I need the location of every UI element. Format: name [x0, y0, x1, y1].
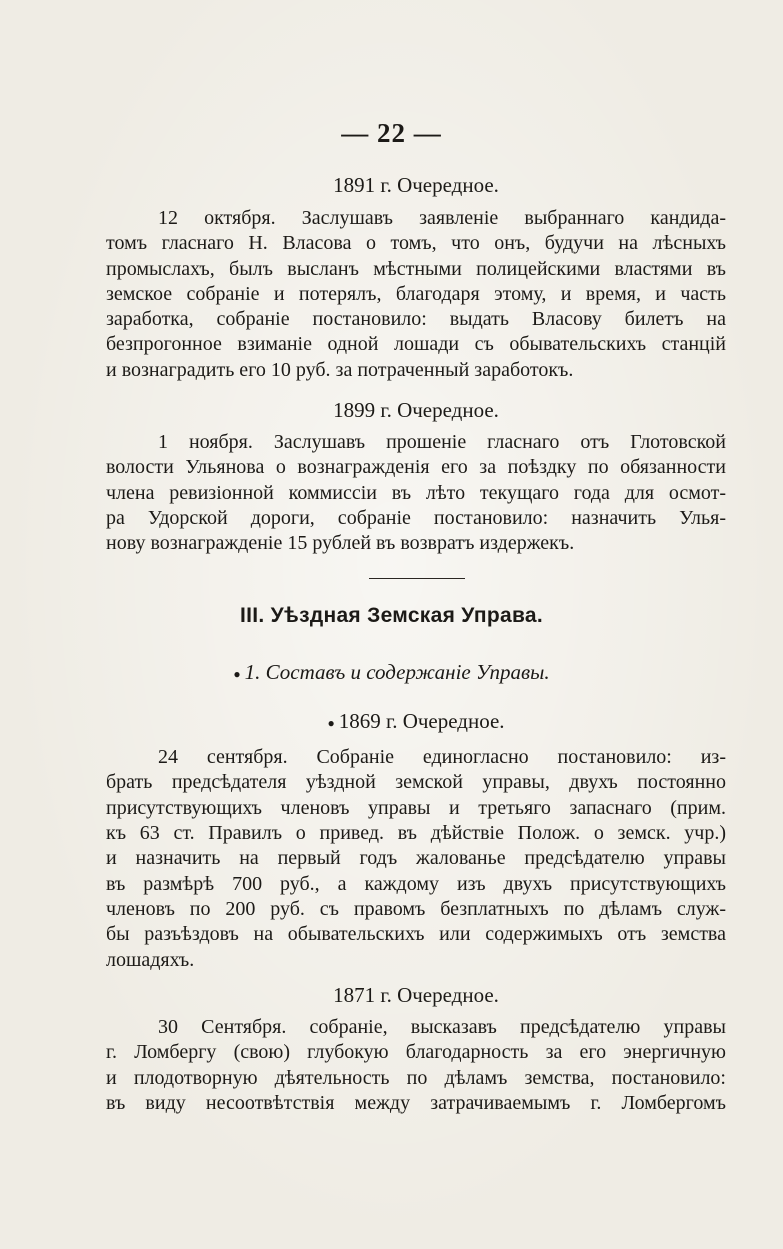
section-divider [369, 578, 465, 579]
entry-1899 [106, 397, 726, 556]
text-line: заработка, собраніе постановило: выдать Власову билетъ на [106, 308, 726, 331]
bullet-mark: ● [233, 666, 241, 681]
text-line: бы разъѣздовъ на обывательскихъ или содержимыхъ отъ земства [106, 923, 726, 946]
subsection-title-text: 1. Составъ и содержаніе Управы. [244, 660, 550, 684]
text-line: въ виду несоотвѣтствія между затрачиваемымъ г. Ломбергомъ [106, 1091, 726, 1114]
text-line: безпрогонное взиманіе одной лошади съ обывательскихъ станцій [106, 333, 726, 356]
entry-heading [106, 708, 726, 736]
subsection-title [0, 660, 783, 685]
text-line: земское собраніе и потерялъ, благодаря этому, и время, и часть [106, 282, 726, 305]
entry-1869 [106, 708, 726, 973]
text-line: ра Удорской дороги, собраніе постановило: назначить Улья- [106, 506, 726, 529]
text-line: члена ревизіонной коммиссіи въ лѣто текущаго года для осмот- [106, 481, 726, 504]
text-line: членовъ по 200 руб. съ правомъ безплатныхъ по дѣламъ служ- [106, 897, 726, 920]
text-line: 24 сентября. Собраніе единогласно постановило: из- [158, 746, 726, 769]
text-line: лошадяхъ. [106, 948, 195, 971]
text-line: промыслахъ, былъ высланъ мѣстными полицейскими властями въ [106, 257, 726, 280]
entry-text [106, 1015, 726, 1116]
text-line: брать предсѣдателя уѣздной земской управы, двухъ постоянно [106, 771, 726, 794]
text-line: томъ гласнаго Н. Власова о томъ, что онъ, будучи на лѣсныхъ [106, 232, 726, 255]
text-line: и назначить на первый годъ жалованье предсѣдателю управы [106, 847, 726, 870]
entry-1871 [106, 982, 726, 1116]
text-line: г. Ломбергу (свою) глубокую благодарность за его энергичную [106, 1041, 726, 1064]
entry-heading-text: 1869 г. Очередное. [338, 709, 505, 733]
bullet-mark: ● [327, 716, 335, 731]
entry-text [106, 430, 726, 556]
text-line: и вознаградить его 10 руб. за потраченный заработокъ. [106, 358, 574, 381]
entry-heading: 1891 г. Очередное. [333, 173, 499, 197]
entry-heading: 1871 г. Очередное. [333, 983, 499, 1007]
text-line: нову вознагражденіе 15 рублей въ возвратъ издержекъ. [106, 532, 575, 555]
page-number: — 22 — [341, 118, 442, 148]
text-line: волости Ульянова о вознагражденія его за поѣздку по обязанности [106, 456, 726, 479]
text-line: и плодотворную дѣятельность по дѣламъ земства, постановило: [106, 1066, 726, 1089]
section-title: III. Уѣздная Земская Управа. [240, 604, 543, 627]
text-line: 1 ноября. Заслушавъ прошеніе гласнаго отъ Глотовской [158, 431, 726, 453]
entry-heading: 1899 г. Очередное. [333, 398, 499, 422]
text-line: 30 Сентября. собраніе, высказавъ предсѣдателю управы [158, 1016, 726, 1038]
entry-text [106, 745, 726, 973]
text-line: въ размѣрѣ 700 руб., а каждому изъ двухъ присутствующихъ [106, 872, 726, 895]
entry-text [106, 206, 726, 383]
text-line: присутствующихъ членовъ управы и третьяго запаснаго (прим. [106, 796, 726, 819]
text-line: 12 октября. Заслушавъ заявленіе выбраннаго кандида- [158, 207, 726, 229]
text-line: къ 63 ст. Правилъ о привед. въ дѣйствіе Полож. о земск. учр.) [106, 822, 726, 845]
entry-1891 [106, 172, 726, 383]
